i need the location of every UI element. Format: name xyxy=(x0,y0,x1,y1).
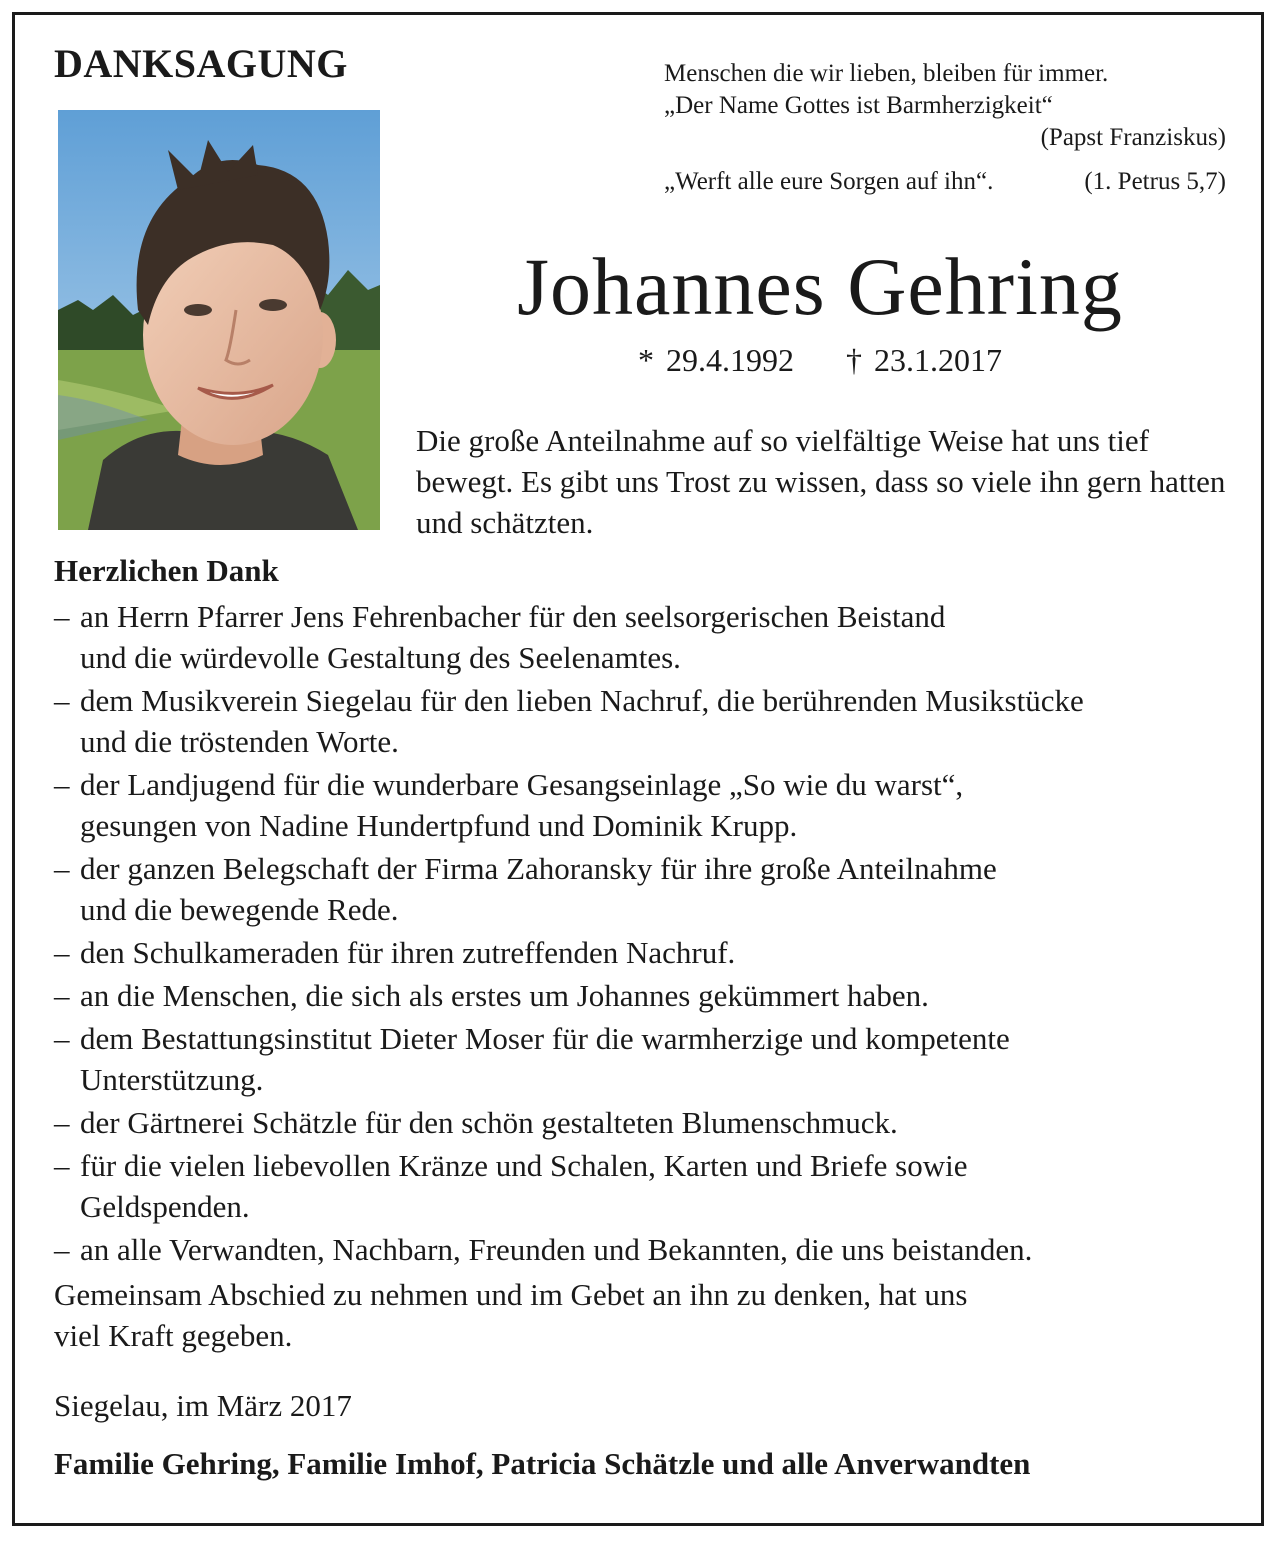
dash-bullet: – xyxy=(54,935,70,970)
dash-bullet: – xyxy=(54,683,70,718)
list-item xyxy=(54,680,1234,762)
list-item-text: der ganzen Belegschaft der Firma Zahoransky für ihre große Anteilnahme und die bewegende Rede. xyxy=(80,851,997,927)
quote-line-1: Menschen die wir lieben, bleiben für immer. xyxy=(664,60,1109,87)
list-item-text: für die vielen liebevollen Kränze und Schalen, Karten und Briefe sowie Geldspenden. xyxy=(80,1148,968,1224)
dash-bullet: – xyxy=(54,1021,70,1056)
thanks-title: Herzlichen Dank xyxy=(54,553,279,588)
death-date: † 23.1.2017 xyxy=(846,342,1002,378)
list-item xyxy=(54,932,1234,973)
list-item-text: der Landjugend für die wunderbare Gesangseinlage „So wie du warst“, gesungen von Nadine Hundertpfund und Dominik Krupp. xyxy=(80,767,964,843)
list-item xyxy=(54,1145,1234,1227)
bible-reference: (1. Petrus 5,7) xyxy=(1084,168,1226,195)
dash-bullet: – xyxy=(54,1232,70,1267)
family-signoff: Familie Gehring, Familie Imhof, Patricia Schätzle und alle Anverwandten xyxy=(54,1446,1031,1481)
quote-block xyxy=(664,58,1226,198)
list-item xyxy=(54,596,1234,678)
quote-attribution: (Papst Franziskus) xyxy=(1040,124,1226,151)
bible-quote-row xyxy=(664,166,1226,198)
dash-bullet: – xyxy=(54,767,70,802)
list-item xyxy=(54,1102,1234,1143)
intro-text: Die große Anteilnahme auf so vielfältige Weise hat uns tief bewegt. Es gibt uns Trost zu wissen, dass so viele ihn gern hatten und schätzten. xyxy=(416,423,1226,540)
list-item-text: an alle Verwandten, Nachbarn, Freunden und Bekannten, die uns beistanden. xyxy=(80,1232,1033,1267)
life-dates xyxy=(420,342,1220,379)
list-item-text: dem Bestattungsinstitut Dieter Moser für die warmherzige und kompetente Unterstützung. xyxy=(80,1021,1010,1097)
quote-line-2: „Der Name Gottes ist Barmherzigkeit“ xyxy=(664,92,1053,119)
dash-bullet: – xyxy=(54,1105,70,1140)
dash-bullet: – xyxy=(54,978,70,1013)
place-date: Siegelau, im März 2017 xyxy=(54,1388,352,1423)
list-item xyxy=(54,848,1234,930)
closing-text: Gemeinsam Abschied zu nehmen und im Gebet an ihn zu denken, hat uns viel Kraft gegeben. xyxy=(54,1277,968,1353)
list-item-text: an Herrn Pfarrer Jens Fehrenbacher für den seelsorgerischen Beistand und die würdevolle Gestaltung des Seelenamtes. xyxy=(80,599,946,675)
list-item-text: den Schulkameraden für ihren zutreffenden Nachruf. xyxy=(80,935,736,970)
dash-bullet: – xyxy=(54,851,70,886)
list-item xyxy=(54,764,1234,846)
portrait-photo xyxy=(58,110,380,530)
birth-date: * 29.4.1992 xyxy=(638,342,794,378)
list-item xyxy=(54,1018,1234,1100)
bible-quote: „Werft alle eure Sorgen auf ihn“. xyxy=(664,168,994,195)
notice-heading: DANKSAGUNG xyxy=(54,41,348,86)
list-item-text: dem Musikverein Siegelau für den lieben Nachruf, die berührenden Musikstücke und die tröstenden Worte. xyxy=(80,683,1084,759)
list-item xyxy=(54,975,1234,1016)
dash-bullet: – xyxy=(54,1148,70,1183)
deceased-name: Johannes Gehring xyxy=(517,241,1123,332)
list-item-text: der Gärtnerei Schätzle für den schön gestalteten Blumenschmuck. xyxy=(80,1105,898,1140)
thanks-list xyxy=(54,596,1234,1272)
dash-bullet: – xyxy=(54,599,70,634)
list-item-text: an die Menschen, die sich als erstes um Johannes gekümmert haben. xyxy=(80,978,929,1013)
list-item xyxy=(54,1229,1234,1270)
